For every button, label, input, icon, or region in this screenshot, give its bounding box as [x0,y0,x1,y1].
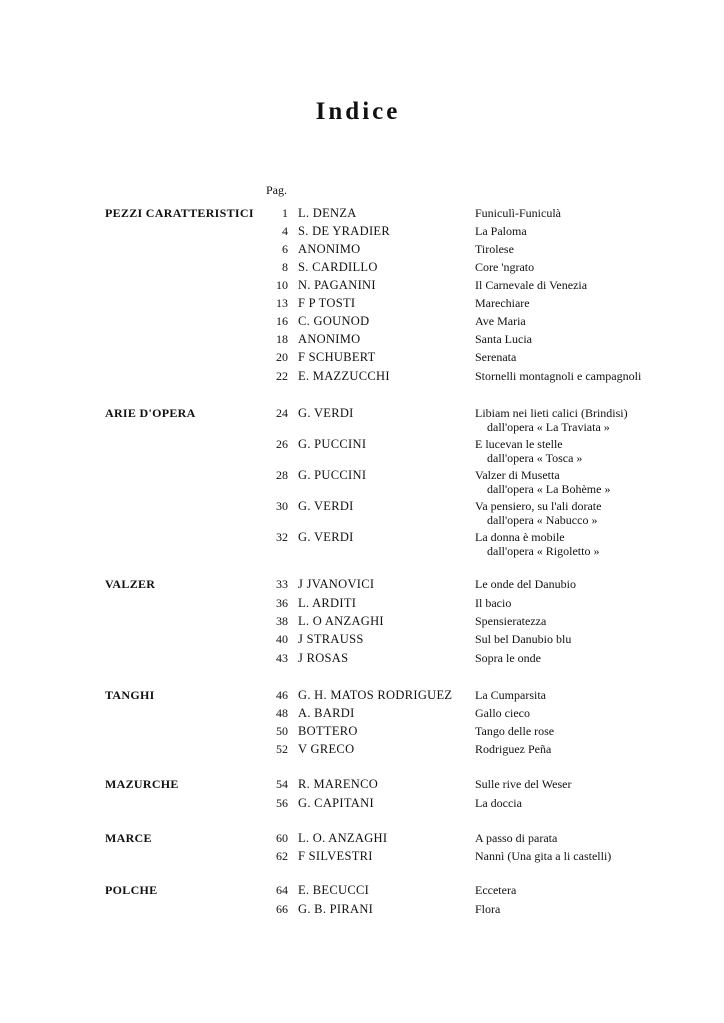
work-title-text: Tango delle rose [475,724,555,738]
work-title-text: Ave Maria [475,314,526,328]
section-category: VALZER [105,577,156,591]
composer-name: J STRAUSS [298,632,364,646]
work-title [475,706,530,720]
work-opera-source: dall'opera « Nabucco » [487,513,598,527]
work-title [475,278,587,292]
work-title [475,883,516,897]
work-title-text: Eccetera [475,883,517,897]
page-number: 66 [276,902,288,916]
work-title [475,406,628,434]
work-title [475,596,511,610]
composer-name: BOTTERO [298,724,358,738]
composer-name: S. CARDILLO [298,260,378,274]
work-title-text: La Cumparsita [475,688,546,702]
work-title-text: La donna è mobile [475,530,565,544]
work-title [475,314,526,328]
work-title [475,777,571,791]
work-opera-source: dall'opera « Tosca » [487,451,583,465]
work-title [475,831,557,845]
page-number: 33 [276,577,288,591]
work-opera-source: dall'opera « La Traviata » [487,420,610,434]
page-number: 38 [276,614,288,628]
page-number: 54 [276,777,288,791]
composer-name: S. DE YRADIER [298,224,390,238]
work-title [475,224,527,238]
page-number: 20 [276,350,288,364]
work-title-text: A passo di parata [475,831,558,845]
page-number: 6 [282,242,288,256]
work-title [475,369,641,383]
page-number: 46 [276,688,288,702]
work-title-text: Rodriguez Peña [475,742,552,756]
composer-name: G. PUCCINI [298,437,367,451]
page-number: 28 [276,468,288,482]
page-number: 4 [282,224,288,238]
work-title-text: Core 'ngrato [475,260,535,274]
section-category: MAZURCHE [105,777,179,791]
page-number: 26 [276,437,288,451]
page-number: 40 [276,632,288,646]
work-title [475,437,582,465]
work-title [475,499,601,527]
page-number: 13 [276,296,288,310]
composer-name: G. CAPITANI [298,796,374,810]
page-number: 48 [276,706,288,720]
work-opera-source: dall'opera « Rigoletto » [487,544,600,558]
work-title-text: Gallo cieco [475,706,530,720]
work-title-text: Flora [475,902,501,916]
page-number: 43 [276,651,288,665]
composer-name: J ROSAS [298,651,349,665]
section-category: MARCE [105,831,152,845]
work-title [475,651,541,665]
work-title [475,350,516,364]
composer-name: G. VERDI [298,530,354,544]
work-title-text: Nannì (Una gita a li castelli) [475,849,612,863]
composer-name: F P TOSTI [298,296,356,310]
composer-name: G. H. MATOS RODRIGUEZ [298,688,453,702]
work-title [475,632,571,646]
work-title-text: Marechiare [475,296,530,310]
composer-name: L. DENZA [298,206,357,220]
work-title-text: Le onde del Danubio [475,577,576,591]
composer-name: C. GOUNOD [298,314,370,328]
work-title-text: Funiculì-Funiculà [475,206,561,220]
composer-name: N. PAGANINI [298,278,376,292]
page-number: 10 [276,278,288,292]
page-title: Indice [315,98,401,125]
page-number: 16 [276,314,288,328]
work-title-text: Va pensiero, su l'ali dorate [475,499,602,513]
work-title-text: Sopra le onde [475,651,541,665]
work-title-text: Stornelli montagnoli e campagnoli [475,369,642,383]
work-title-text: Tirolese [475,242,514,256]
page-number: 62 [276,849,288,863]
page-number: 22 [276,369,288,383]
work-title-text: Sul bel Danubio blu [475,632,572,646]
page-number: 32 [276,530,288,544]
composer-name: ANONIMO [298,242,361,256]
work-title [475,742,551,756]
section-category: ARIE D'OPERA [105,406,196,420]
work-title [475,206,561,220]
page-number: 36 [276,596,288,610]
section-category: PEZZI CARATTERISTICI [105,206,254,220]
work-title [475,242,514,256]
work-title [475,796,522,810]
work-title-text: La Paloma [475,224,527,238]
page-number: 60 [276,831,288,845]
work-title [475,530,599,558]
composer-name: G. PUCCINI [298,468,367,482]
page-number: 1 [282,206,288,220]
page-number: 50 [276,724,288,738]
work-title-text: Santa Lucia [475,332,532,346]
work-title [475,724,554,738]
work-title [475,614,546,628]
composer-name: L. O. ANZAGHI [298,831,388,845]
composer-name: ANONIMO [298,332,361,346]
work-title-text: E lucevan le stelle [475,437,563,451]
work-title [475,902,500,916]
composer-name: L. ARDITI [298,596,357,610]
page-number: 8 [282,260,288,274]
composer-name: F SCHUBERT [298,350,376,364]
composer-name: E. BECUCCI [298,883,370,897]
work-title-text: Il Carnevale di Venezia [475,278,588,292]
composer-name: A. BARDI [298,706,355,720]
page-number: 52 [276,742,288,756]
work-title-text: Valzer di Musetta [475,468,560,482]
work-title [475,468,610,496]
work-title-text: La doccia [475,796,522,810]
section-category: TANGHI [105,688,155,702]
composer-name: J JVANOVICI [298,577,375,591]
work-title [475,296,530,310]
composer-name: L. O ANZAGHI [298,614,384,628]
composer-name: F SILVESTRI [298,849,373,863]
page-number: 64 [276,883,288,897]
work-title-text: Serenata [475,350,517,364]
composer-name: E. MAZZUCCHI [298,369,390,383]
section-category: POLCHE [105,883,158,897]
work-title [475,260,534,274]
composer-name: G. VERDI [298,499,354,513]
page-column-header: Pag. [266,183,287,197]
work-title-text: Il bacio [475,596,512,610]
work-title [475,332,532,346]
page-number: 18 [276,332,288,346]
work-title [475,849,611,863]
work-title-text: Libiam nei lieti calici (Brindisi) [475,406,628,420]
composer-name: V GRECO [298,742,355,756]
composer-name: R. MARENCO [298,777,379,791]
page-number: 30 [276,499,288,513]
composer-name: G. VERDI [298,406,354,420]
page-number: 56 [276,796,288,810]
work-title-text: Spensieratezza [475,614,547,628]
page-number: 24 [276,406,288,420]
work-title [475,688,546,702]
work-title-text: Sulle rive del Weser [475,777,572,791]
work-title [475,577,576,591]
work-opera-source: dall'opera « La Bohème » [487,482,611,496]
composer-name: G. B. PIRANI [298,902,374,916]
